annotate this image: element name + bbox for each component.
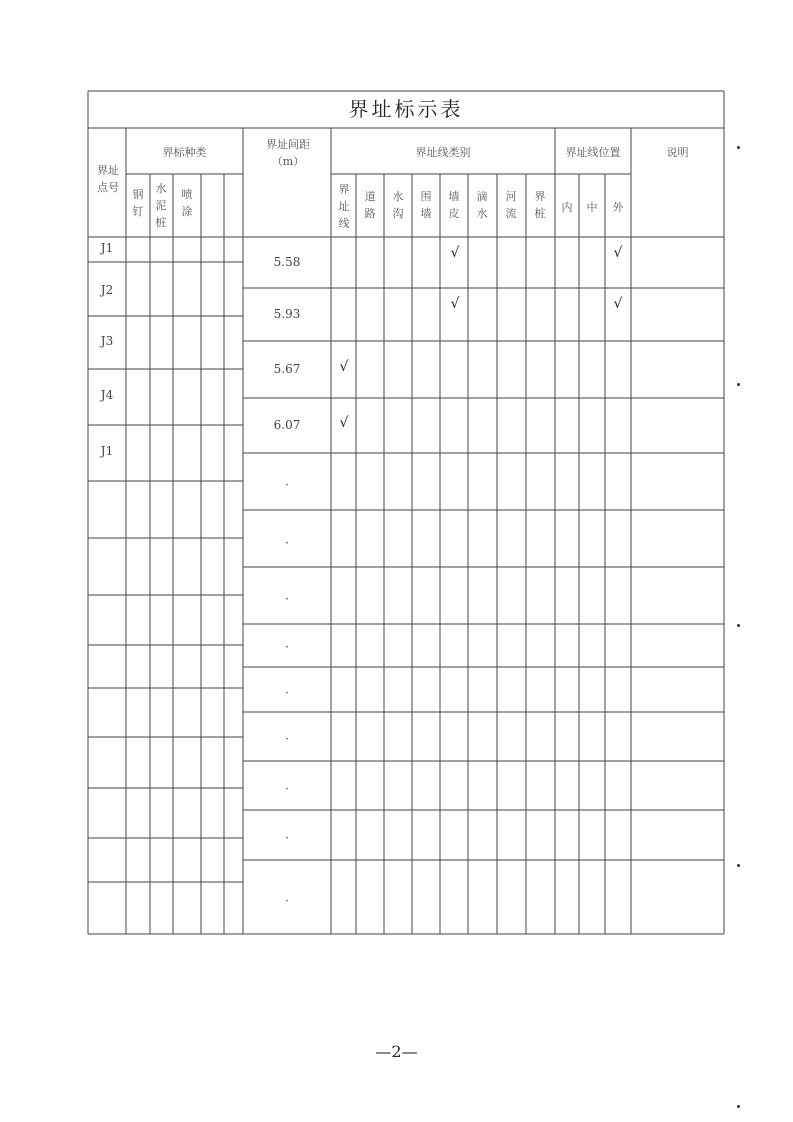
header-line-type-boundary-line: 界址线: [338, 183, 350, 230]
table-title: 界址标示表: [348, 97, 464, 121]
placeholder-dot: ·: [285, 592, 289, 606]
distance-value-1: 5.58: [273, 255, 301, 269]
header-line-type-ditch: 水沟: [392, 190, 404, 220]
scan-dot: [737, 624, 740, 627]
header-mark-type: 界标种类: [162, 146, 207, 159]
page-number: —2—: [375, 1042, 418, 1061]
header-line-type-road: 道路: [364, 190, 376, 220]
header-point-no: 界址点号: [97, 164, 119, 194]
header-line-position: 界址线位置: [565, 146, 621, 159]
header-position-middle: 中: [586, 201, 598, 214]
point-label-1: J1: [100, 241, 114, 255]
header-line-type: 界址线类别: [415, 146, 471, 159]
placeholder-dot: ·: [285, 686, 289, 700]
header-line-type-boundary-pile: 界桩: [534, 190, 546, 220]
check-mark: √: [339, 359, 349, 375]
check-mark: √: [613, 245, 623, 261]
header-line-type-wall-skin: 墙皮: [448, 190, 460, 220]
distance-value-4: 6.07: [273, 418, 301, 432]
point-label-2: J2: [100, 283, 114, 297]
header-distance: 界址间距（m）: [266, 138, 310, 168]
header-remarks: 说明: [666, 146, 689, 159]
header-line-type-drip: 滴水: [476, 190, 488, 220]
header-line-type-wall: 围墙: [420, 190, 432, 220]
header-position-inner: 内: [561, 201, 573, 214]
header-mark-type-steel-nail: 钢钉: [132, 188, 144, 218]
placeholder-dot: ·: [285, 536, 289, 550]
placeholder-dot: ·: [285, 894, 289, 908]
point-label-4: J4: [100, 388, 114, 402]
scan-dot: [737, 1105, 740, 1108]
scan-dot: [737, 383, 740, 386]
check-mark: √: [450, 296, 460, 312]
placeholder-dot: ·: [285, 831, 289, 845]
header-mark-type-spray: 喷涂: [181, 188, 193, 218]
point-label-5: J1: [100, 444, 114, 458]
placeholder-dot: ·: [285, 478, 289, 492]
header-position-outer: 外: [612, 201, 624, 214]
check-mark: √: [613, 296, 623, 312]
placeholder-dot: ·: [285, 732, 289, 746]
check-mark: √: [339, 415, 349, 431]
header-line-type-river: 河流: [505, 190, 517, 220]
scan-dot: [737, 146, 740, 149]
point-label-3: J3: [100, 334, 114, 348]
distance-value-2: 5.93: [273, 307, 301, 321]
distance-value-3: 5.67: [273, 362, 301, 376]
header-mark-type-cement-pile: 水泥桩: [155, 182, 167, 229]
placeholder-dot: ·: [285, 782, 289, 796]
placeholder-dot: ·: [285, 640, 289, 654]
check-mark: √: [450, 245, 460, 261]
scan-dot: [737, 864, 740, 867]
